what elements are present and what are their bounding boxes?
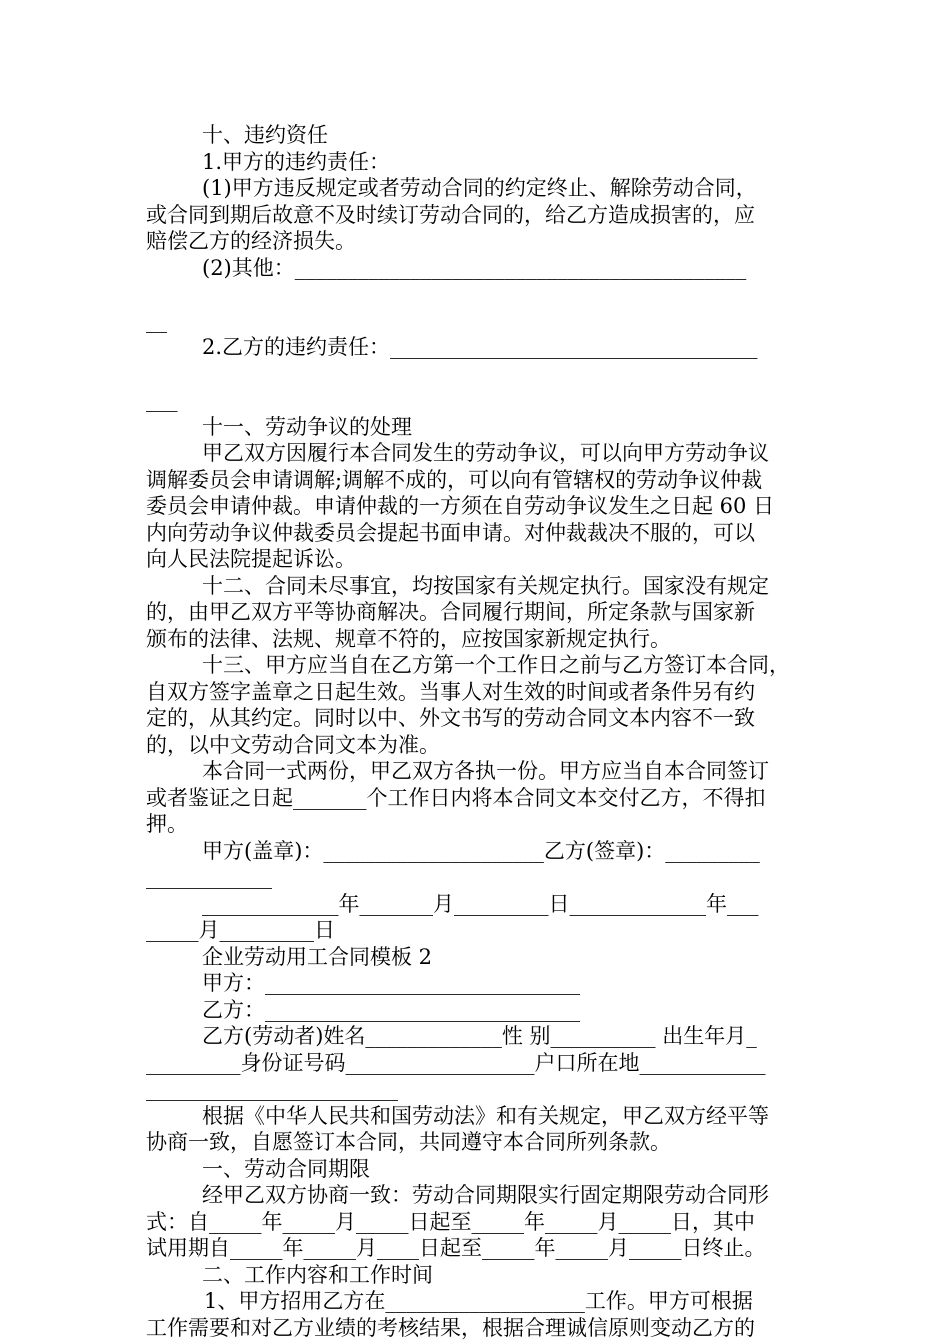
text-line: 内向劳动争议仲裁委员会提起书面申请。对仲裁裁决不服的，可以	[146, 520, 755, 545]
text-line: ________________________	[146, 1077, 398, 1101]
text-line: 自双方签字盖章之日起生效。当事人对生效的时间或者条件另有约	[146, 679, 755, 704]
text-line: 2.乙方的违约责任：___________________________________	[202, 335, 758, 359]
text-line: 十二、合同未尽事宜，均按国家有关规定执行。国家没有规定	[202, 573, 769, 598]
text-line: 赔偿乙方的经济损失。	[146, 229, 356, 253]
text-line: 调解委员会申请调解;调解不成的，可以向有管辖权的劳动争议仲裁	[146, 467, 763, 492]
text-line: (2)其他：___________________________________________	[202, 255, 747, 280]
text-line: 或合同到期后故意不及时续订劳动合同的，给乙方造成损害的，应	[146, 202, 755, 227]
text-line	[146, 361, 810, 388]
text-line: __	[146, 308, 167, 333]
text-line: _________身份证号码__________________户口所在地____________	[146, 1050, 766, 1075]
document-page	[146, 122, 810, 1341]
text-line: 委员会申请仲裁。申请仲裁的一方须在自劳动争议发生之日起 60 日	[146, 494, 775, 518]
text-line: 押。	[146, 812, 188, 836]
text-line: 协商一致，自愿签订本合同，共同遵守本合同所列条款。	[146, 1130, 671, 1154]
text-line: 试用期自_____年_____月____日起至_____年_____月_____日终止。	[146, 1236, 766, 1260]
text-line: 乙方：______________________________	[202, 997, 580, 1022]
text-line: _____________年_______月_________日_____________年___	[202, 891, 759, 916]
text-line: 经甲乙双方协商一致：劳动合同期限实行固定期限劳动合同形	[202, 1183, 769, 1207]
text-line: 一、劳动合同期限	[202, 1156, 370, 1181]
text-line: 定的，从其约定。同时以中、外文书写的劳动合同文本内容不一致	[146, 706, 755, 730]
text-line: 式：自_____年_____月_____日起至_____年_____月_____日，其中	[146, 1209, 755, 1234]
text-line: ____________	[146, 865, 272, 889]
text-line: 十三、甲方应当自在乙方第一个工作日之前与乙方签订本合同，	[202, 653, 790, 677]
text-line: 1.甲方的违约责任：	[202, 149, 391, 174]
text-line: ___	[146, 388, 178, 412]
text-line: (1)甲方违反规定或者劳动合同的约定终止、解除劳动合同，	[202, 176, 757, 200]
text-line: 甲乙双方因履行本合同发生的劳动争议，可以向甲方劳动争议	[202, 441, 769, 465]
text-line	[146, 281, 810, 308]
text-line: 根据《中华人民共和国劳动法》和有关规定，甲乙双方经平等	[202, 1103, 769, 1128]
text-line: 工作需要和对乙方业绩的考核结果，根据合理诚信原则变动乙方的	[146, 1315, 755, 1340]
text-line: 向人民法院提起诉讼。	[146, 547, 356, 571]
text-line: 乙方(劳动者)姓名_____________性 别__________ 出生年月_	[202, 1024, 757, 1048]
text-line: 颁布的法律、法规、规章不符的，应按国家新规定执行。	[146, 626, 671, 651]
text-line: 十、违约资任	[202, 123, 328, 147]
text-line: 本合同一式两份，甲乙双方各执一份。甲方应当自本合同签订	[202, 759, 769, 783]
text-line: _____月_________日	[146, 918, 335, 942]
text-line: 的，以中文劳动合同文本为准。	[146, 732, 440, 757]
text-line: 企业劳动用工合同模板 2	[202, 944, 433, 969]
text-line: 的，由甲乙双方平等协商解决。合同履行期间，所定条款与国家新	[146, 600, 755, 624]
text-line: 甲方：______________________________	[202, 971, 580, 995]
text-line: 十一、劳动争议的处理	[202, 414, 412, 439]
text-line: 或者鉴证之日起_______个工作日内将本合同文本交付乙方，不得扣	[146, 785, 766, 810]
text-line: 二、工作内容和工作时间	[202, 1262, 433, 1287]
text-line: 甲方(盖章)：_____________________乙方(签章)：_________	[202, 838, 760, 863]
text-line: 1、甲方招用乙方在___________________工作。甲方可根据	[204, 1289, 753, 1313]
